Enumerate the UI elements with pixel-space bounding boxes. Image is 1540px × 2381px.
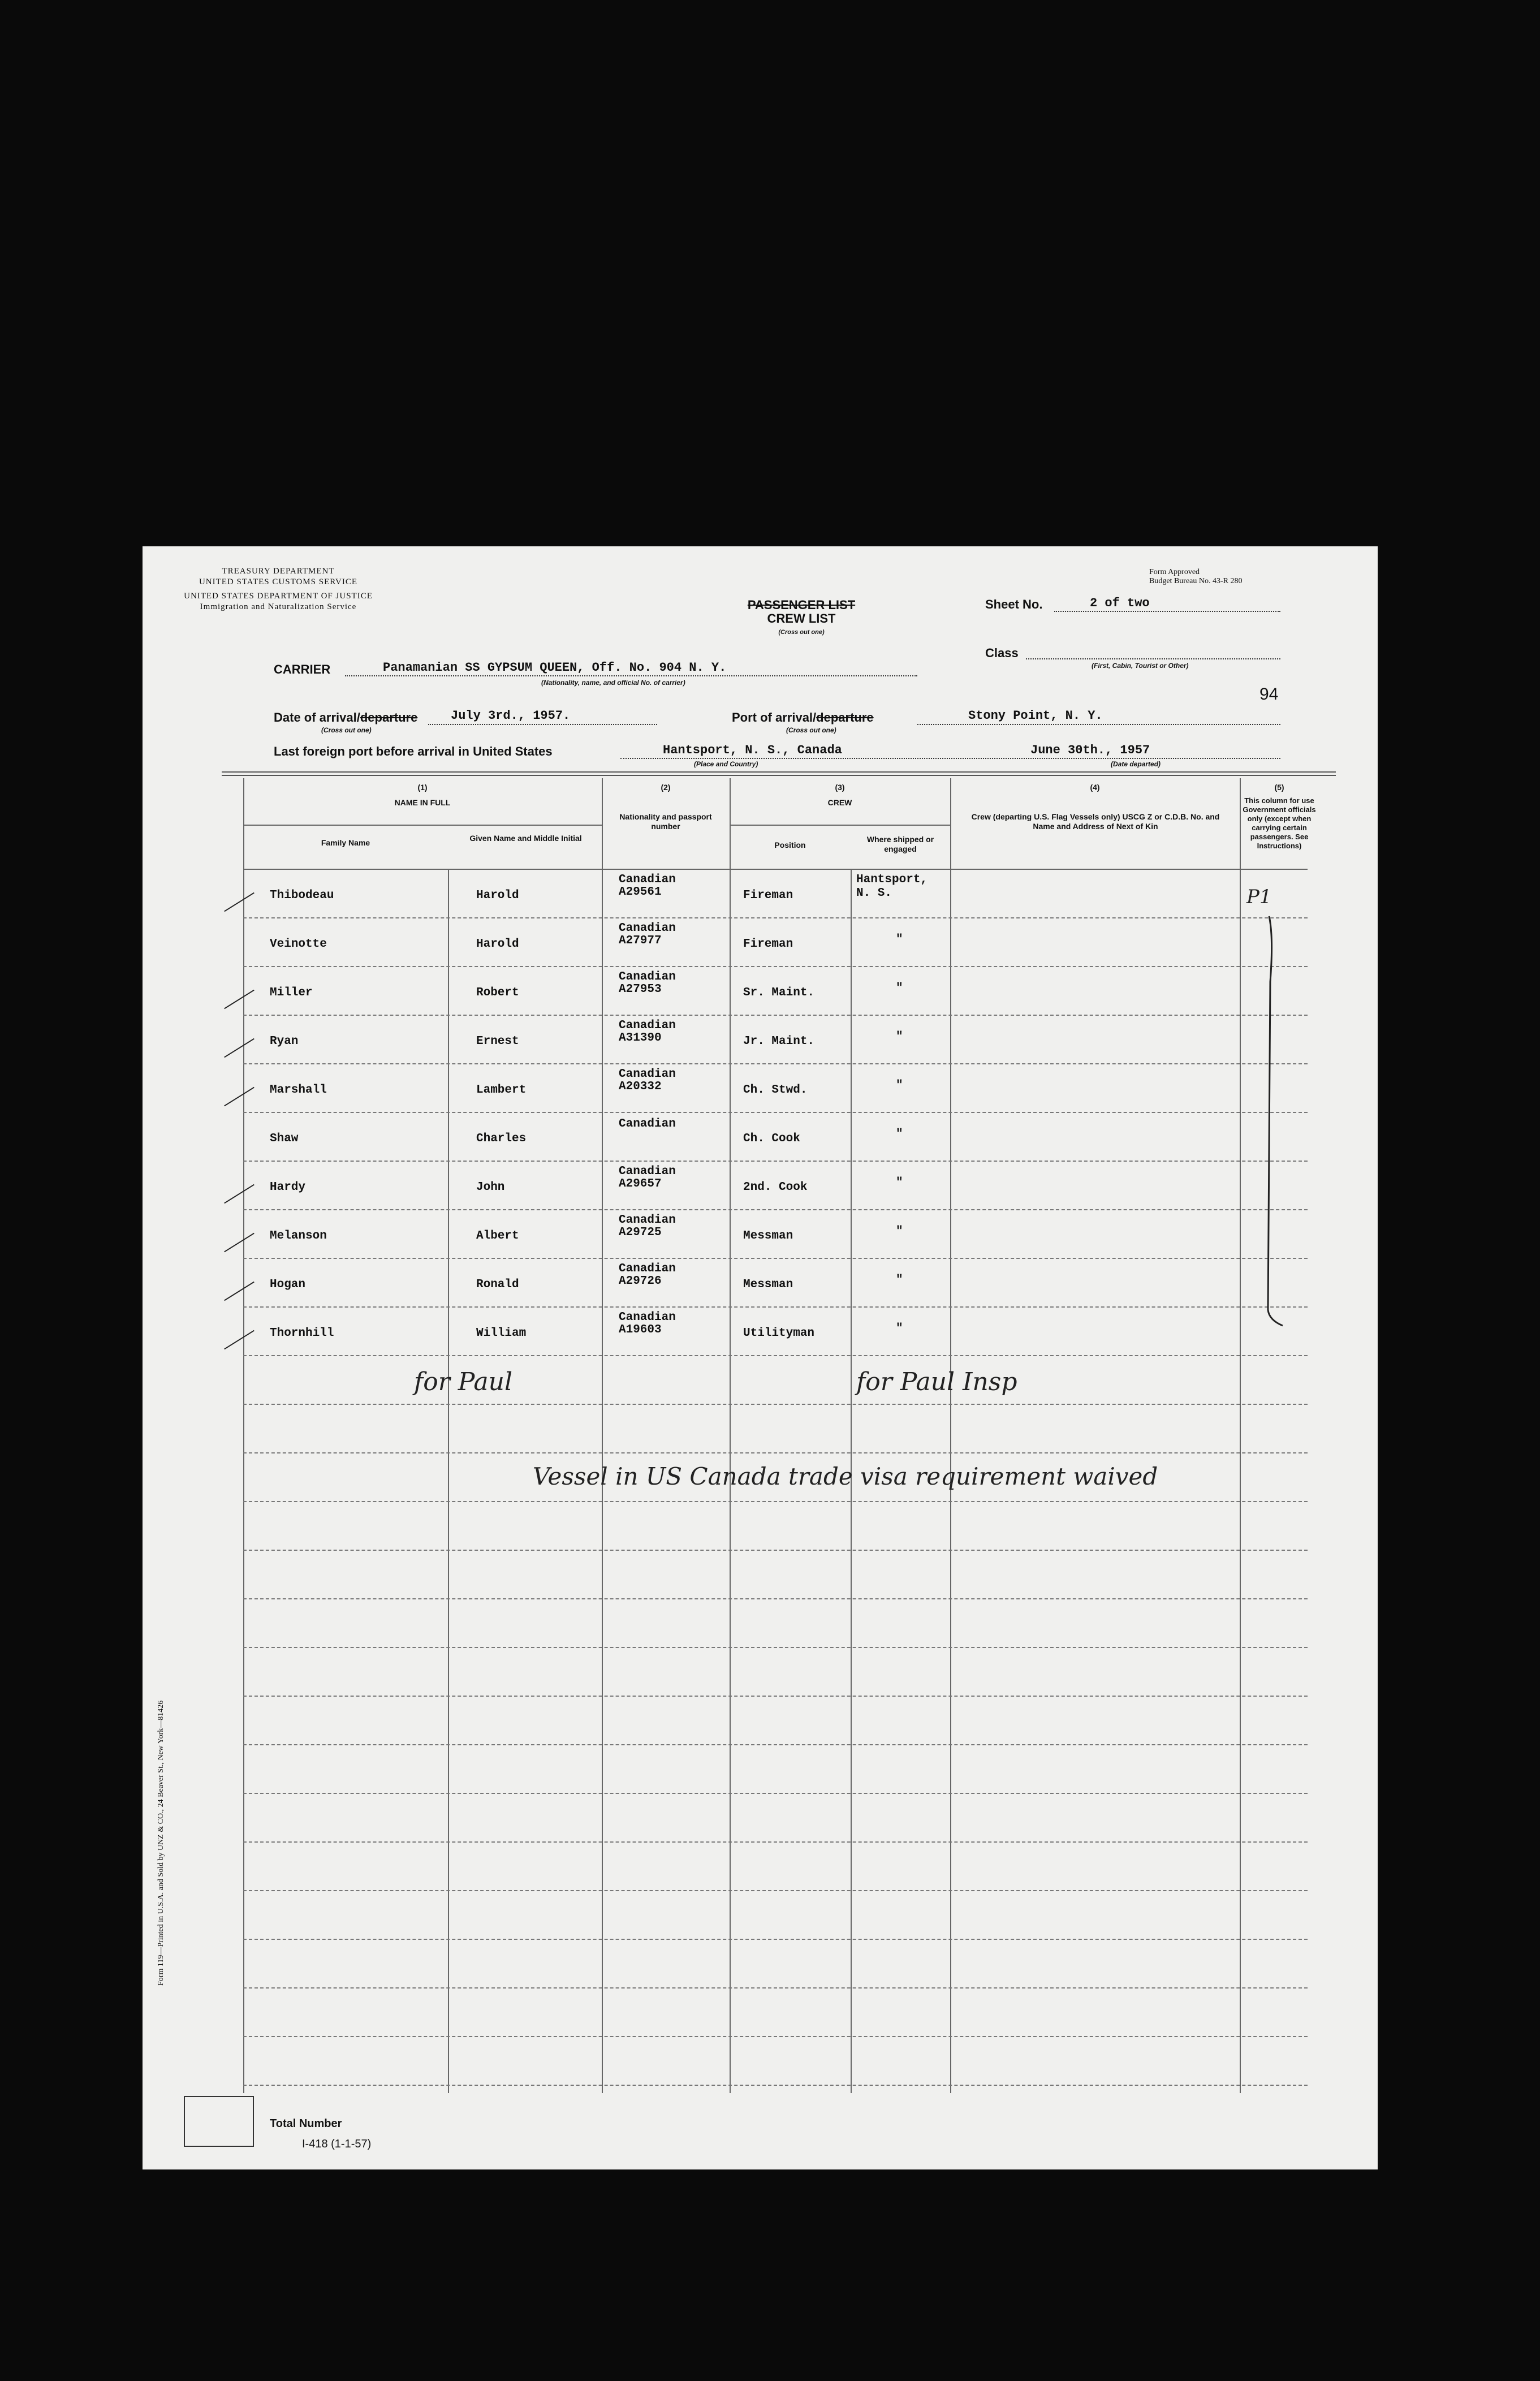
col5-head: (5) — [1274, 783, 1284, 792]
sheet-label: Sheet No. — [985, 597, 1043, 611]
row-given: Ernest — [476, 1035, 519, 1048]
signature-2: for Paul Insp — [856, 1368, 1017, 1396]
row-family: Thibodeau — [270, 889, 334, 902]
form-approved-line: Form Approved — [1149, 568, 1200, 576]
row-given: John — [476, 1181, 505, 1194]
row-position: Jr. Maint. — [743, 1035, 815, 1048]
form-code: I-418 (1-1-57) — [302, 2138, 372, 2150]
row-position: Messman — [743, 1278, 793, 1291]
col5-title: This column for use Government officials only (except when carrying certain passengers. See Instructions) — [1243, 796, 1316, 850]
row-passport: A27977 — [619, 934, 662, 947]
row-shipped: Hantsport, N. S. — [856, 873, 928, 900]
row-position: Sr. Maint. — [743, 986, 815, 999]
row-divider — [243, 1258, 1308, 1259]
budget-bureau-line: Budget Bureau No. 43-R 280 — [1149, 577, 1243, 585]
row-divider — [243, 1355, 1308, 1356]
port-value: Stony Point, N. Y. — [968, 709, 1103, 723]
row-family: Veinotte — [270, 938, 327, 951]
check-mark-icon — [224, 1282, 254, 1301]
carrier-value: Panamanian SS GYPSUM QUEEN, Off. No. 904 N. Y. — [383, 661, 727, 675]
sheet-value: 2 of two — [1090, 596, 1150, 610]
row-shipped: " — [896, 1079, 903, 1092]
check-mark-icon — [224, 892, 254, 912]
last-port-hint: (Place and Country) — [694, 760, 758, 768]
date-value: July 3rd., 1957. — [451, 709, 571, 723]
class-hint: (First, Cabin, Tourist or Other) — [1092, 662, 1189, 670]
row-family: Shaw — [270, 1132, 299, 1145]
row-nationality: Canadian — [619, 922, 676, 935]
row-shipped: " — [896, 982, 903, 995]
row-given: Albert — [476, 1230, 519, 1243]
row-divider — [243, 1404, 1308, 1405]
row-nationality: Canadian — [619, 1165, 676, 1178]
row-position: Fireman — [743, 938, 793, 951]
col-shipped-head: Where shipped or engaged — [866, 835, 934, 853]
check-mark-icon — [224, 1038, 254, 1058]
total-number-label: Total Number — [270, 2117, 342, 2130]
row-shipped: " — [896, 1128, 903, 1141]
date-label: Date of arrival/departure — [274, 710, 418, 724]
row-nationality: Canadian — [619, 1311, 676, 1324]
row-family: Hardy — [270, 1181, 306, 1194]
row-family: Hogan — [270, 1278, 306, 1291]
form-title-block — [742, 598, 861, 639]
row-family: Ryan — [270, 1035, 299, 1048]
agency-line: UNITED STATES CUSTOMS SERVICE — [199, 577, 358, 586]
row-divider — [243, 1501, 1308, 1502]
row-passport: A19603 — [619, 1323, 662, 1336]
row-given: Harold — [476, 938, 519, 951]
row-passport: A29657 — [619, 1177, 662, 1190]
row-passport: A31390 — [619, 1032, 662, 1045]
row-shipped: " — [896, 1030, 903, 1043]
row-position: Fireman — [743, 889, 793, 902]
last-port-value: Hantsport, N. S., Canada — [663, 743, 842, 757]
row-divider — [243, 1987, 1308, 1989]
row-shipped: " — [896, 1176, 903, 1189]
check-mark-icon — [224, 1330, 254, 1350]
port-hint: (Cross out one) — [786, 726, 836, 734]
agency-line: UNITED STATES DEPARTMENT OF JUSTICE — [184, 592, 373, 601]
signature-1: for Paul — [414, 1368, 513, 1396]
row-given: Charles — [476, 1132, 527, 1145]
row-divider — [243, 1939, 1308, 1940]
row-divider — [243, 1890, 1308, 1891]
row-divider — [243, 1598, 1308, 1599]
col-given-head: Given Name and Middle Initial — [469, 834, 582, 843]
row-given: Robert — [476, 986, 519, 999]
row-passport: A29725 — [619, 1226, 662, 1239]
row-family: Miller — [270, 986, 313, 999]
row-passport: A27953 — [619, 983, 662, 996]
class-label: Class — [985, 646, 1019, 660]
row-divider — [243, 1306, 1308, 1308]
row-position: Messman — [743, 1230, 793, 1243]
agency-line: Immigration and Naturalization Service — [200, 602, 357, 611]
row-divider — [243, 1161, 1308, 1162]
check-mark-icon — [224, 1087, 254, 1107]
row-divider — [243, 1063, 1308, 1064]
last-port-label: Last foreign port before arrival in United States — [274, 744, 553, 758]
title-hint: (Cross out one) — [778, 629, 825, 636]
row-position: Ch. Stwd. — [743, 1084, 808, 1097]
row-divider — [243, 1647, 1308, 1648]
row-family: Melanson — [270, 1230, 327, 1243]
row-divider — [243, 917, 1308, 918]
row-position: Ch. Cook — [743, 1132, 800, 1145]
row-nationality: Canadian — [619, 873, 676, 886]
row-shipped: " — [896, 1225, 903, 1238]
row-shipped: " — [896, 1274, 903, 1287]
row-given: Harold — [476, 889, 519, 902]
row-divider — [243, 1793, 1308, 1794]
total-number-box — [184, 2096, 254, 2147]
row-divider — [243, 1015, 1308, 1016]
agency-line: TREASURY DEPARTMENT — [222, 567, 335, 576]
row-given: Ronald — [476, 1278, 519, 1291]
row-nationality: Canadian — [619, 1019, 676, 1032]
check-mark-icon — [224, 990, 254, 1010]
row-family: Thornhill — [270, 1327, 334, 1340]
row-given: William — [476, 1327, 527, 1340]
row-nationality: Canadian — [619, 1214, 676, 1227]
row-passport: A29726 — [619, 1275, 662, 1288]
title-crew-list: CREW LIST — [767, 611, 836, 626]
row-divider — [243, 2085, 1308, 2086]
row-divider — [243, 1112, 1308, 1113]
last-port-date-hint: (Date departed) — [1111, 760, 1161, 768]
row-divider — [243, 1744, 1308, 1745]
check-mark-icon — [224, 1184, 254, 1204]
row-divider — [243, 1209, 1308, 1210]
col1-head: (1) NAME IN FULL — [394, 783, 451, 807]
row-family: Marshall — [270, 1084, 327, 1097]
row-position: 2nd. Cook — [743, 1181, 808, 1194]
title-passenger-list: PASSENGER LIST — [747, 598, 856, 612]
col2-title: Nationality and passport number — [619, 812, 712, 831]
row-position: Utilityman — [743, 1327, 815, 1340]
form-approved — [1149, 568, 1242, 586]
port-label: Port of arrival/departure — [732, 710, 874, 724]
carrier-hint: (Nationality, name, and official No. of carrier) — [541, 679, 685, 687]
row-nationality: Canadian — [619, 1118, 676, 1131]
row-divider — [243, 1550, 1308, 1551]
row-divider — [243, 1452, 1308, 1453]
col2-head: (2) — [661, 783, 671, 792]
col-family-head: Family Name — [321, 838, 370, 847]
row-divider — [243, 966, 1308, 967]
col4-head: (4) — [1090, 783, 1100, 792]
col5-mark: P1 — [1246, 886, 1272, 908]
row-divider — [243, 1841, 1308, 1843]
row-divider — [243, 1696, 1308, 1697]
row-nationality: Canadian — [619, 1068, 676, 1081]
side-print: Form 119—Printed in U.S.A. and Sold by UNZ & CO., 24 Beaver St., New York—81426 — [157, 1700, 165, 1986]
row-shipped: " — [896, 1322, 903, 1335]
stamp-number: 94 — [1259, 685, 1279, 704]
row-shipped: " — [896, 933, 903, 946]
row-divider — [243, 2036, 1308, 2037]
date-hint: (Cross out one) — [321, 726, 372, 734]
col4-title: Crew (departing U.S. Flag Vessels only) USCG Z or C.D.B. No. and Name and Address of Next of Kin — [971, 812, 1220, 831]
last-port-date: June 30th., 1957 — [1030, 743, 1150, 757]
row-given: Lambert — [476, 1084, 527, 1097]
agency-header — [176, 566, 380, 612]
col3-head: (3) CREW — [827, 783, 852, 807]
check-mark-icon — [224, 1233, 254, 1253]
col-position-head: Position — [774, 840, 806, 849]
row-passport: A20332 — [619, 1080, 662, 1093]
carrier-label: CARRIER — [274, 662, 331, 676]
col5-bracket-icon — [1251, 914, 1296, 1332]
row-passport: A29561 — [619, 886, 662, 899]
crew-list-form — [143, 546, 1378, 2169]
handwritten-note: Vessel in US Canada trade visa requirement waived — [533, 1463, 1158, 1490]
row-nationality: Canadian — [619, 1262, 676, 1275]
row-nationality: Canadian — [619, 970, 676, 984]
